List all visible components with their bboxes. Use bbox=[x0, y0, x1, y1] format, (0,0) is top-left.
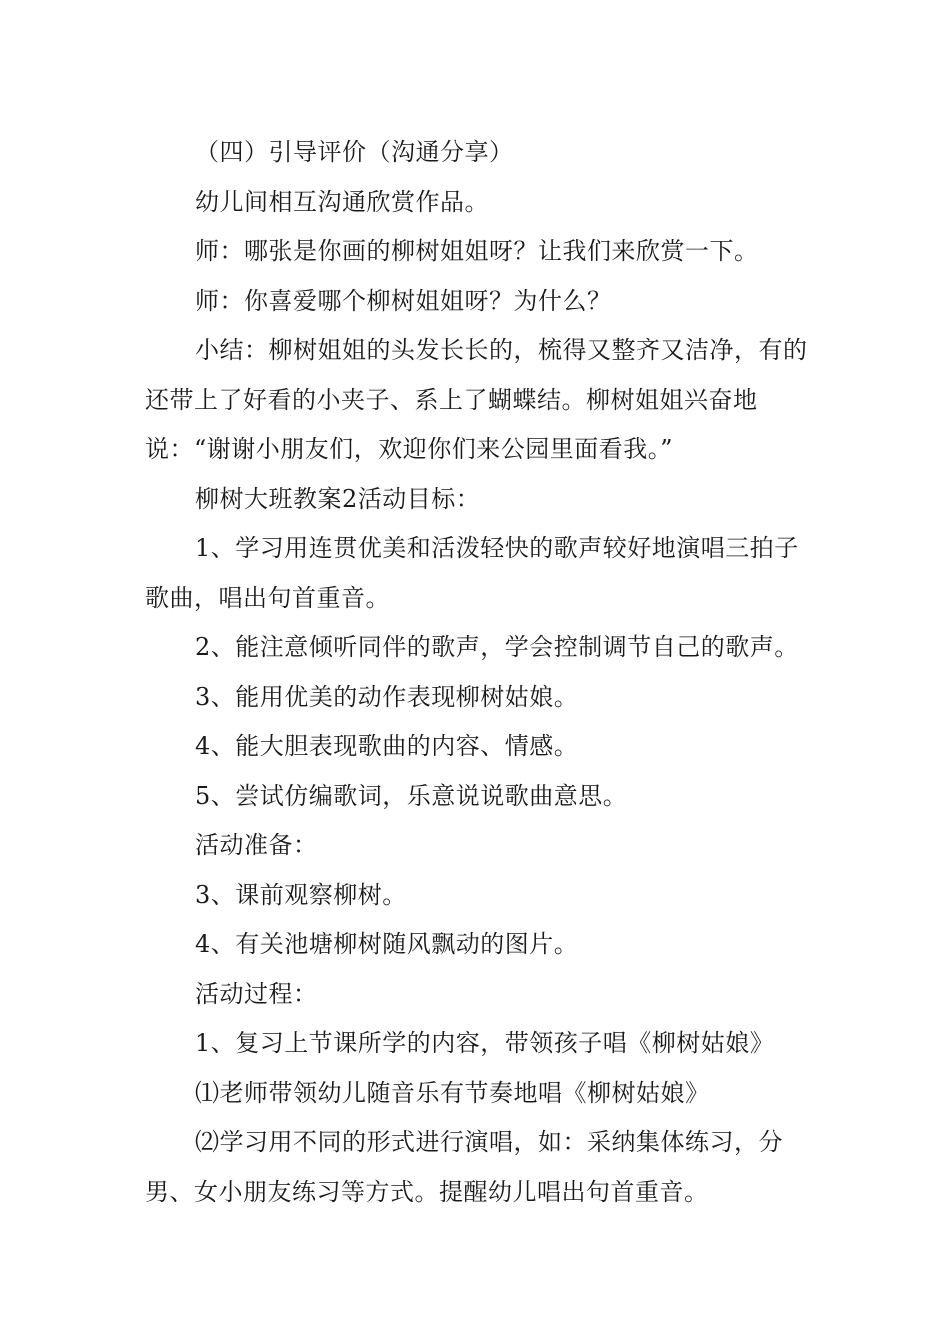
goal-item: 4、能大胆表现歌曲的内容、情感。 bbox=[195, 732, 579, 760]
preparation-item: 4、有关池塘柳树随风飘动的图片。 bbox=[195, 930, 579, 958]
preparation-heading: 活动准备： bbox=[195, 831, 318, 859]
goal-item: 2、能注意倾听同伴的歌声，学会控制调节自己的歌声。 bbox=[195, 633, 799, 661]
paragraph: 师：你喜爱哪个柳树姐姐呀？为什么？ bbox=[195, 286, 612, 315]
summary-paragraph: 小结：柳树姐姐的头发长长的，梳得又整齐又洁净，有的还带上了好看的小夹子、系上了蝴蝶结。柳树姐姐兴奋地说：“谢谢小朋友们，欢迎你们来公园里面看我。” bbox=[145, 336, 808, 463]
process-item: 1、复习上节课所学的内容，带领孩子唱《柳树姑娘》 bbox=[195, 1029, 775, 1057]
paragraph: 师：哪张是你画的柳树姐姐呀？让我们来欣赏一下。 bbox=[195, 237, 759, 265]
section-heading-guide-evaluation: （四）引导评价（沟通分享） bbox=[195, 138, 514, 166]
document-body bbox=[145, 128, 810, 1217]
lesson-plan-heading: 柳树大班教案2活动目标： bbox=[195, 484, 481, 513]
process-heading: 活动过程： bbox=[195, 979, 318, 1008]
goal-item: 3、能用优美的动作表现柳树姑娘。 bbox=[195, 682, 579, 711]
goal-item: 5、尝试仿编歌词，乐意说说歌曲意思。 bbox=[195, 781, 628, 810]
process-subitem: ⑴老师带领幼儿随音乐有节奏地唱《柳树姑娘》 bbox=[195, 1078, 710, 1107]
paragraph: 幼儿间相互沟通欣赏作品。 bbox=[195, 187, 489, 216]
process-subitem: ⑵学习用不同的形式进行演唱，如：采纳集体练习，分男、女小朋友练习等方式。提醒幼儿唱出句首重音。 bbox=[145, 1128, 783, 1206]
goal-item: 1、学习用连贯优美和活泼轻快的歌声较好地演唱三拍子歌曲，唱出句首重音。 bbox=[145, 534, 799, 612]
preparation-item: 3、课前观察柳树。 bbox=[195, 880, 407, 909]
